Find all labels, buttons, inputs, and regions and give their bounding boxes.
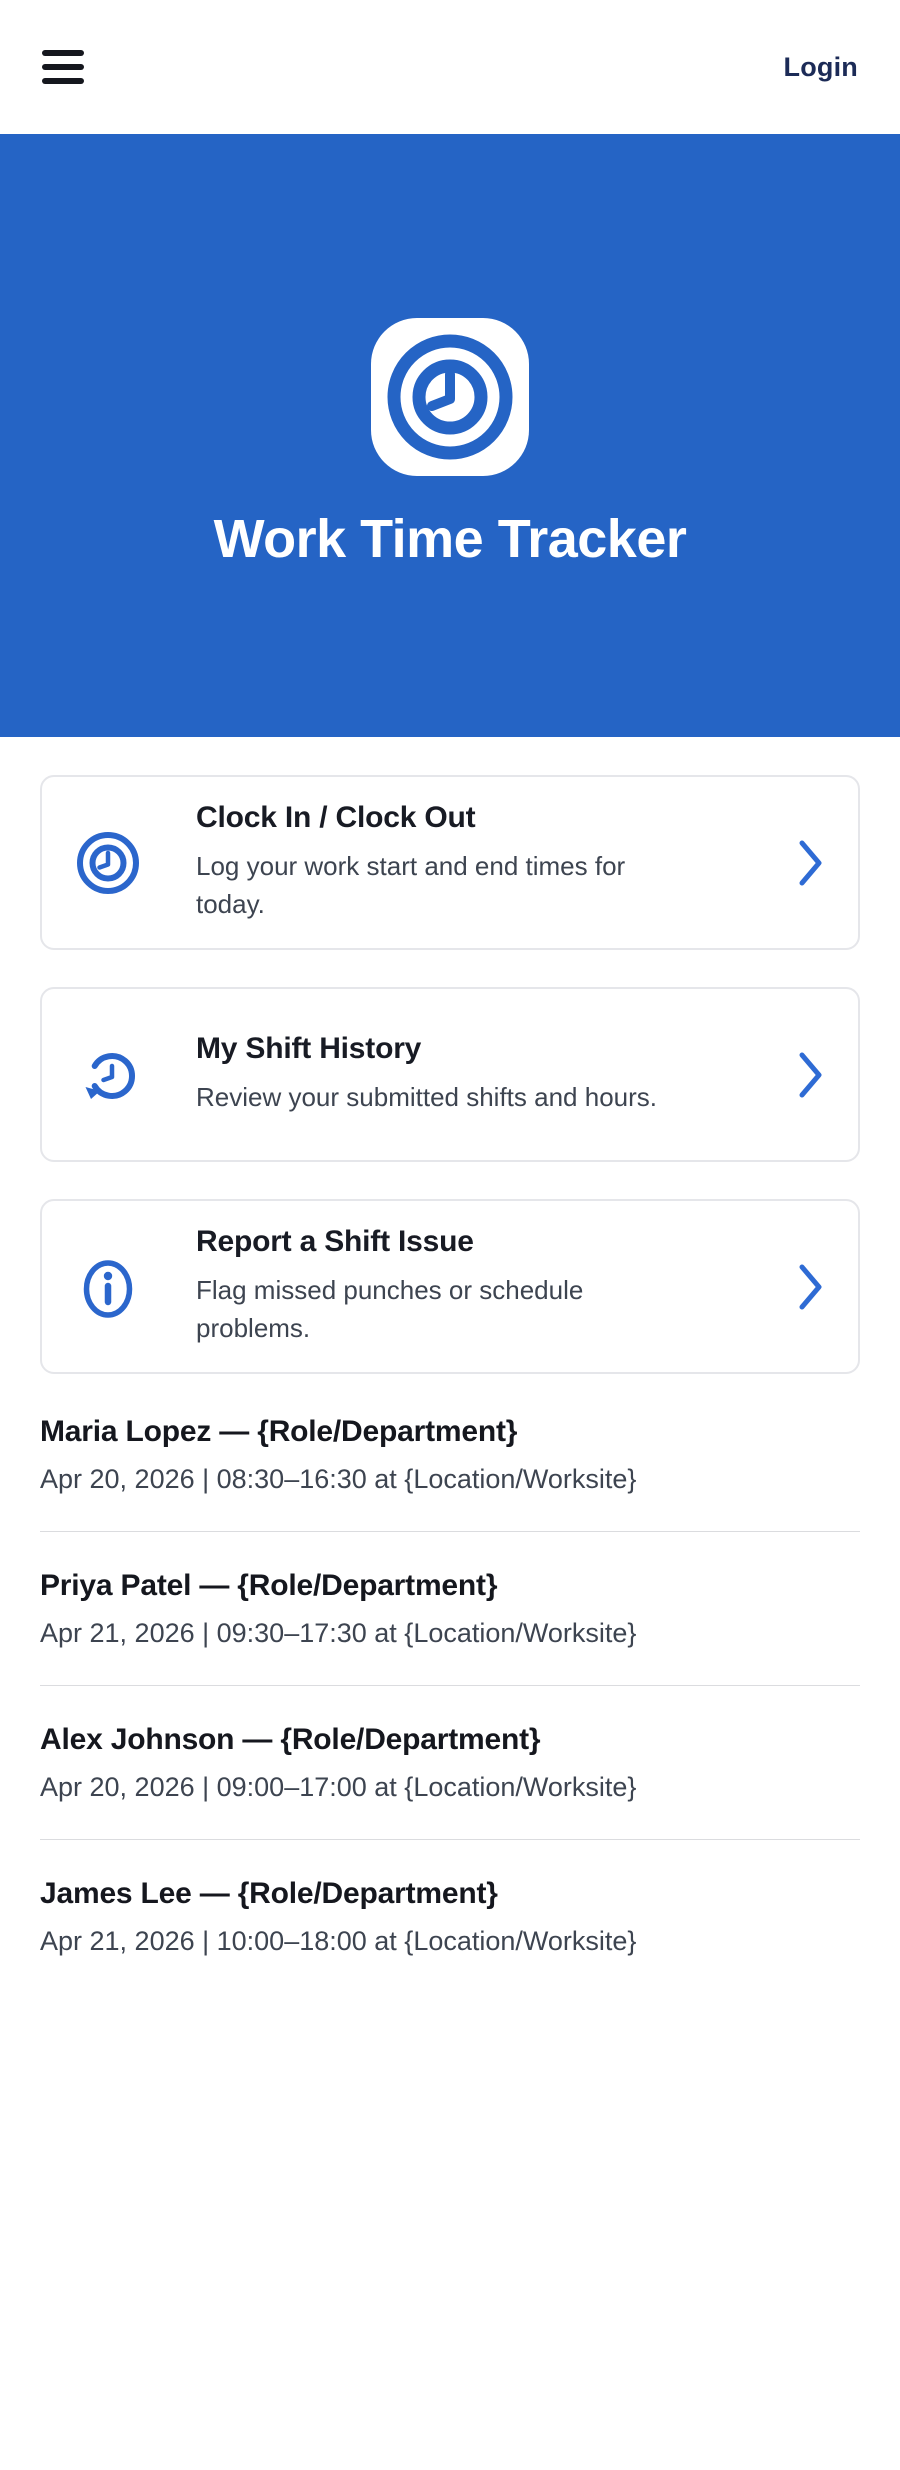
shift-date-time-location: Apr 21, 2026 | 10:00–18:00 at {Location/Worksite} (40, 1926, 637, 1956)
shift-row (40, 1840, 860, 1993)
shift-person-role: Priya Patel — {Role/Department} (40, 1569, 498, 1602)
card-description: Flag missed punches or schedule problems. (196, 1275, 584, 1343)
card-clock-in-out[interactable] (40, 775, 860, 950)
card-description: Log your work start and end times for today. (196, 851, 626, 919)
shift-row (40, 1686, 860, 1840)
shift-date-time-location: Apr 20, 2026 | 09:00–17:00 at {Location/Worksite} (40, 1772, 637, 1802)
shift-date-time-location: Apr 21, 2026 | 09:30–17:30 at {Location/Worksite} (40, 1618, 637, 1648)
chevron-right-icon[interactable] (798, 839, 824, 887)
shift-person-role: Maria Lopez — {Role/Department} (40, 1415, 518, 1448)
chevron-right-icon[interactable] (798, 1051, 824, 1099)
chevron-right-icon[interactable] (798, 1263, 824, 1311)
app-logo (371, 318, 529, 476)
shift-person-role: James Lee — {Role/Department} (40, 1877, 498, 1910)
shift-person-role: Alex Johnson — {Role/Department} (40, 1723, 541, 1756)
clock-rings-icon (371, 318, 529, 476)
shift-list (40, 1378, 860, 1993)
card-title: My Shift History (196, 1032, 422, 1066)
card-description: Review your submitted shifts and hours. (196, 1082, 657, 1113)
top-bar (0, 0, 900, 134)
card-report-issue[interactable] (40, 1199, 860, 1374)
hamburger-icon[interactable] (42, 44, 84, 90)
hero-banner (0, 134, 900, 737)
shift-date-time-location: Apr 20, 2026 | 08:30–16:30 at {Location/Worksite} (40, 1464, 637, 1494)
main-content (40, 775, 860, 1993)
shift-row (40, 1378, 860, 1532)
history-clock-icon (76, 1043, 140, 1107)
card-shift-history[interactable] (40, 987, 860, 1162)
card-title: Report a Shift Issue (196, 1225, 474, 1259)
page-title: Work Time Tracker (213, 509, 687, 569)
login-link[interactable]: Login (783, 51, 858, 82)
clock-rings-icon (76, 831, 140, 895)
shift-row (40, 1532, 860, 1686)
card-title: Clock In / Clock Out (196, 801, 476, 835)
info-circle-icon (76, 1255, 140, 1319)
